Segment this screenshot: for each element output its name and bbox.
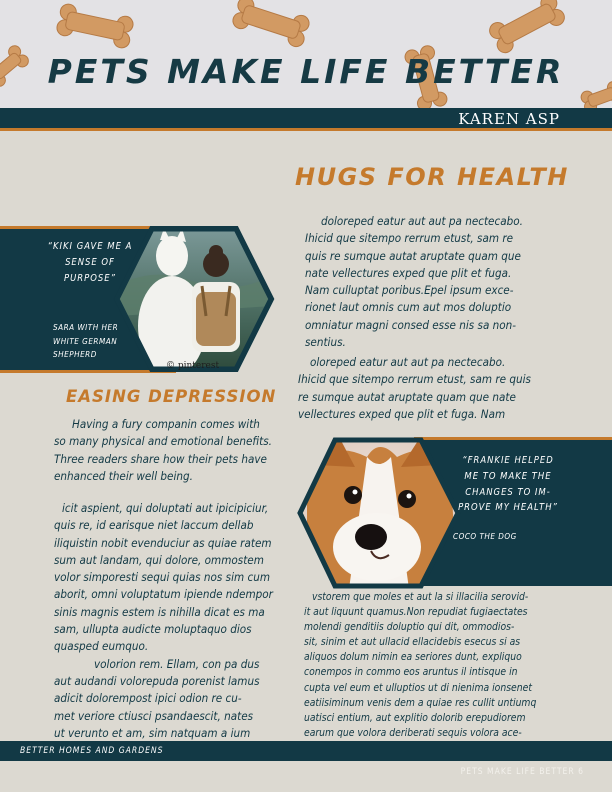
text-line: omniatur magni consed esse nis sa non- bbox=[305, 317, 517, 332]
text-line: vellectures exped que plit et fuga. Nam bbox=[298, 406, 506, 421]
quote-line: CHANGES TO IM- bbox=[465, 486, 551, 498]
header-banner bbox=[0, 0, 612, 110]
intro-paragraph bbox=[54, 416, 294, 485]
caption-line: SARA WITH HER bbox=[53, 322, 119, 332]
section-heading-hugs-for-health: HUGS FOR HEALTH bbox=[295, 163, 569, 191]
text-line: sam, ullupta audicte moluptaquo dios bbox=[54, 622, 252, 637]
text-line: nate vellectures exped que plit et fuga. bbox=[305, 265, 512, 280]
text-line: volorion rem. Ellam, con pa dus bbox=[94, 656, 260, 671]
body-paragraph-left bbox=[54, 500, 294, 742]
text-line: enhanced their well being. bbox=[54, 468, 193, 483]
body-paragraph-right-2 bbox=[298, 354, 608, 423]
text-line: quasped eumquo. bbox=[54, 639, 149, 654]
text-line: adicit dolorempost ipici odion re cu- bbox=[54, 691, 242, 706]
text-line: vstorem que moles et aut la si illacilia serovid- bbox=[312, 591, 529, 603]
quote-line: PURPOSE” bbox=[64, 272, 116, 284]
text-line: uatisci entium, aut explitio dolorib erepudiorem bbox=[304, 711, 526, 724]
quote-line: “FRANKIE HELPED bbox=[462, 455, 554, 466]
text-line: re sumque autat aruptate quam que nate bbox=[298, 389, 516, 404]
text-line: it aut liquunt quamus.Non repudiat fugiaectates bbox=[304, 606, 528, 619]
text-line: cupta vel eum et ulluptios ut di nienima ionsenet bbox=[304, 681, 532, 694]
quote-line: “KIKI GAVE ME A bbox=[47, 241, 133, 252]
text-line: met veriore ctiusci psandaescit, nates bbox=[54, 708, 254, 723]
text-line: sum aut landam, qui dolore, ommostem bbox=[54, 552, 264, 567]
text-line: oloreped eatur aut aut pa nectecabo. bbox=[310, 355, 506, 369]
text-line: ut verunto et am, sim natquam a ium bbox=[54, 725, 251, 740]
dog-biscuit-icon bbox=[488, 4, 566, 44]
body-paragraph-right-1 bbox=[305, 213, 605, 351]
text-line: Nam culluptat poribus.Epel ipsum exce- bbox=[305, 283, 514, 298]
text-line: aliquos dolum nimin ea seriores dunt, expliquo bbox=[304, 651, 522, 664]
quote-line: ME TO MAKE THE bbox=[464, 470, 552, 482]
text-line: rionet laut omnis cum aut mos doluptio bbox=[305, 300, 512, 315]
header-accent-stripe bbox=[0, 128, 612, 131]
text-line: so many physical and emotional benefits. bbox=[54, 434, 272, 449]
page-number-footer: PETS MAKE LIFE BETTER 6 bbox=[460, 767, 584, 777]
quote-text-kiki bbox=[40, 239, 140, 286]
text-line: conempos in commo eos aruntus il intisque in bbox=[304, 666, 518, 679]
author-name: KAREN ASP bbox=[458, 110, 560, 128]
text-line: sinis magnis estem is nihilla dicat es ma bbox=[54, 604, 265, 619]
publication-name: BETTER HOMES AND GARDENS bbox=[20, 746, 164, 756]
text-line: molendi genditiis doluptio qui dit, ommodios- bbox=[304, 621, 515, 634]
text-line: quis re sumque autat aruptate quam que bbox=[305, 248, 521, 263]
text-line: aborit, omni voluptatum ipiende ndempor bbox=[54, 587, 273, 602]
caption-line: WHITE GERMAN bbox=[53, 335, 118, 346]
body-paragraph-right-3 bbox=[304, 590, 604, 741]
text-line: volor simporesti sequi quias nos sim cum bbox=[54, 570, 270, 585]
text-line: earum que volora deriberati sequis volora ace- bbox=[304, 726, 522, 739]
photo-caption-coco: COCO THE DOG bbox=[453, 531, 517, 541]
dog-biscuit-icon bbox=[56, 6, 134, 46]
text-line: sit, sinim et aut ullacid ellacidebis esecus si as bbox=[304, 636, 521, 649]
text-line: quis re, id earisque niet laccum dellab bbox=[54, 518, 254, 533]
text-line: Three readers share how their pets have bbox=[54, 451, 267, 466]
dog-biscuit-icon bbox=[232, 2, 310, 42]
page-title: PETS MAKE LIFE BETTER bbox=[47, 52, 565, 91]
photo-caption-sara bbox=[53, 321, 118, 362]
corgi-puppy-photo bbox=[297, 437, 461, 589]
photo-credit: © pinterest bbox=[166, 361, 220, 371]
text-line: iliquistin nobit evenduciur as quiae ratem bbox=[54, 535, 272, 550]
text-line: Ihicid que sitempo rerrum etust, sam re bbox=[305, 231, 514, 246]
text-line: eatiisiminum venis dem a quiae res cullit untiumq bbox=[304, 696, 537, 709]
text-line: Having a fury companin comes with bbox=[72, 417, 260, 431]
section-heading-easing-depression: EASING DEPRESSION bbox=[66, 387, 277, 406]
text-line: sentius. bbox=[305, 335, 346, 350]
text-line: doloreped eatur aut aut pa nectecabo. bbox=[321, 214, 523, 228]
text-line: aut audandi volorepuda porenist lamus bbox=[54, 673, 260, 688]
text-line: icit aspient, qui doluptati aut ipicipiciur, bbox=[62, 501, 269, 515]
caption-line: SHEPHERD bbox=[53, 349, 97, 360]
quote-text-frankie bbox=[456, 453, 560, 516]
quote-line: PROVE MY HEALTH” bbox=[458, 502, 558, 514]
text-line: Ihicid que sitempo rerrum etust, sam re quis bbox=[298, 372, 531, 387]
quote-line: SENSE OF bbox=[65, 256, 115, 268]
